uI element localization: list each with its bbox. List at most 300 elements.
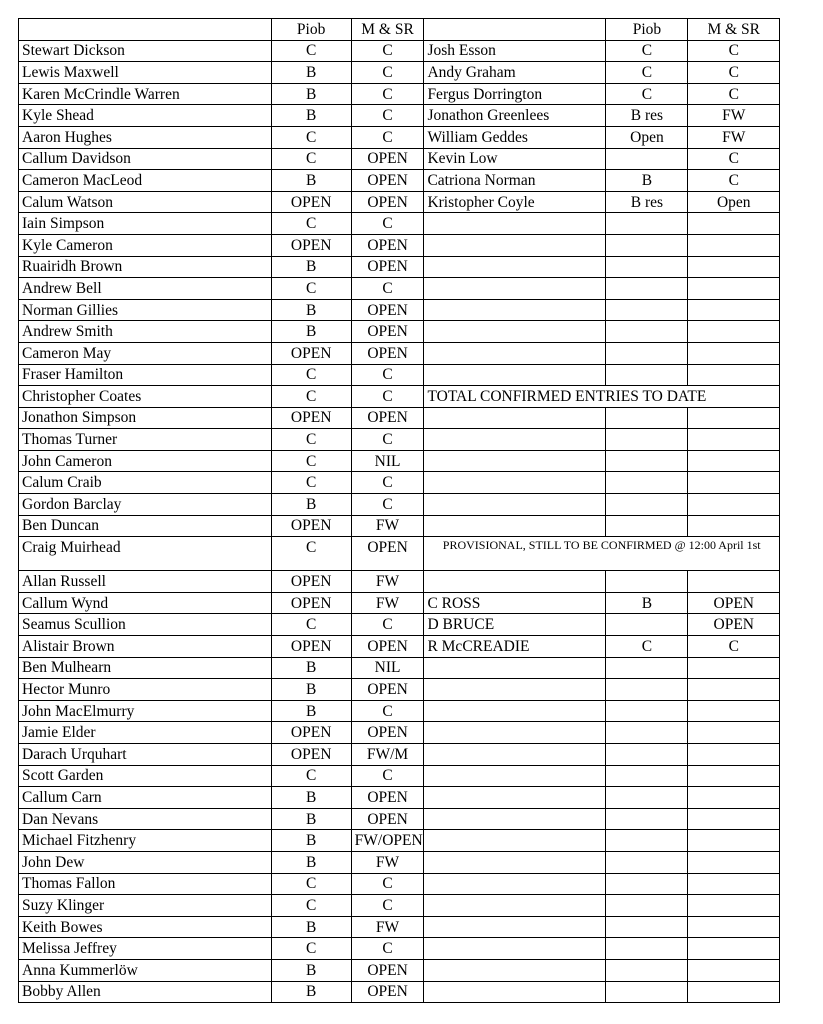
piob-grade: OPEN — [271, 722, 351, 744]
competitor-name: Thomas Fallon — [19, 873, 272, 895]
table-row — [19, 256, 780, 278]
piob-grade: OPEN — [271, 515, 351, 537]
table-row — [19, 105, 780, 127]
piob-grade: C — [271, 873, 351, 895]
msr-grade: NIL — [351, 450, 424, 472]
msr-grade: C — [351, 62, 424, 84]
provisional-piob — [606, 614, 688, 636]
msr-grade: C — [351, 938, 424, 960]
msr-grade: Open — [688, 191, 780, 213]
msr-grade: C — [351, 105, 424, 127]
competitor-name: Karen McCrindle Warren — [19, 83, 272, 105]
empty-cell — [688, 299, 780, 321]
table-row — [19, 364, 780, 386]
empty-cell — [606, 515, 688, 537]
msr-grade: C — [351, 895, 424, 917]
competitor-name: Catriona Norman — [424, 170, 606, 192]
piob-grade: B — [271, 916, 351, 938]
empty-cell — [688, 765, 780, 787]
piob-grade: OPEN — [271, 191, 351, 213]
msr-grade: OPEN — [351, 234, 424, 256]
empty-cell — [424, 278, 606, 300]
empty-cell — [424, 744, 606, 766]
msr-grade: C — [351, 40, 424, 62]
empty-cell — [688, 407, 780, 429]
msr-grade: OPEN — [351, 342, 424, 364]
piob-grade: C — [271, 429, 351, 451]
empty-cell — [688, 830, 780, 852]
table-row — [19, 407, 780, 429]
empty-cell — [606, 830, 688, 852]
competitor-name: Andrew Bell — [19, 278, 272, 300]
msr-grade: OPEN — [351, 636, 424, 658]
empty-cell — [606, 256, 688, 278]
empty-cell — [606, 808, 688, 830]
piob-grade: B — [271, 679, 351, 701]
piob-grade: B — [271, 105, 351, 127]
piob-grade: OPEN — [271, 592, 351, 614]
empty-cell — [688, 700, 780, 722]
msr-grade: OPEN — [351, 981, 424, 1003]
empty-cell — [424, 700, 606, 722]
competitor-name: Kyle Shead — [19, 105, 272, 127]
table-row — [19, 916, 780, 938]
msr-grade: FW — [351, 916, 424, 938]
table-row — [19, 213, 780, 235]
header-name-cell — [424, 19, 606, 41]
table-row — [19, 765, 780, 787]
msr-grade: C — [351, 765, 424, 787]
empty-cell — [606, 916, 688, 938]
piob-grade: C — [271, 472, 351, 494]
competitor-name: Ben Duncan — [19, 515, 272, 537]
empty-cell — [606, 851, 688, 873]
empty-cell — [688, 657, 780, 679]
competitor-name: Jamie Elder — [19, 722, 272, 744]
table-row — [19, 636, 780, 658]
piob-grade: B — [271, 494, 351, 516]
empty-cell — [424, 342, 606, 364]
msr-grade: C — [351, 126, 424, 148]
empty-cell — [688, 744, 780, 766]
msr-grade: C — [688, 62, 780, 84]
empty-cell — [688, 895, 780, 917]
piob-grade: C — [271, 213, 351, 235]
empty-cell — [606, 787, 688, 809]
competitor-name: Cameron MacLeod — [19, 170, 272, 192]
piob-grade: C — [271, 450, 351, 472]
table-row — [19, 830, 780, 852]
competitor-name: Bobby Allen — [19, 981, 272, 1003]
header-msr-cell: M & SR — [351, 19, 424, 41]
msr-grade: C — [351, 429, 424, 451]
empty-cell — [606, 450, 688, 472]
empty-cell — [688, 256, 780, 278]
msr-grade: NIL — [351, 657, 424, 679]
piob-grade: C — [271, 40, 351, 62]
empty-cell — [606, 299, 688, 321]
empty-cell — [688, 808, 780, 830]
empty-cell — [606, 657, 688, 679]
provisional-msr: OPEN — [688, 614, 780, 636]
empty-cell — [424, 679, 606, 701]
provisional-msr: OPEN — [688, 592, 780, 614]
empty-cell — [688, 429, 780, 451]
empty-cell — [606, 234, 688, 256]
empty-cell — [424, 808, 606, 830]
empty-cell — [424, 571, 606, 593]
msr-grade: OPEN — [351, 148, 424, 170]
empty-cell — [606, 981, 688, 1003]
empty-cell — [424, 938, 606, 960]
empty-cell — [424, 873, 606, 895]
competitor-name: Thomas Turner — [19, 429, 272, 451]
empty-cell — [424, 321, 606, 343]
piob-grade: OPEN — [271, 342, 351, 364]
table-row — [19, 515, 780, 537]
empty-cell — [688, 494, 780, 516]
competitor-name: Norman Gillies — [19, 299, 272, 321]
competitor-name: Andrew Smith — [19, 321, 272, 343]
empty-cell — [688, 938, 780, 960]
empty-cell — [606, 472, 688, 494]
msr-grade: C — [351, 278, 424, 300]
empty-cell — [424, 959, 606, 981]
table-row — [19, 342, 780, 364]
total-confirmed-label: TOTAL CONFIRMED ENTRIES TO DATE — [424, 386, 780, 408]
competitor-name: Allan Russell — [19, 571, 272, 593]
table-row — [19, 592, 780, 614]
msr-grade: C — [351, 472, 424, 494]
msr-grade: FW/OPEN — [351, 830, 424, 852]
piob-grade: B — [271, 321, 351, 343]
table-row — [19, 722, 780, 744]
piob-grade: C — [271, 765, 351, 787]
msr-grade: C — [351, 700, 424, 722]
empty-cell — [424, 407, 606, 429]
competitor-name: Andy Graham — [424, 62, 606, 84]
empty-cell — [606, 722, 688, 744]
empty-cell — [424, 256, 606, 278]
competitor-name: Aaron Hughes — [19, 126, 272, 148]
empty-cell — [606, 571, 688, 593]
header-piob-cell: Piob — [606, 19, 688, 41]
table-row — [19, 873, 780, 895]
table-row — [19, 83, 780, 105]
msr-grade: OPEN — [351, 170, 424, 192]
msr-grade: C — [351, 83, 424, 105]
competitor-name: Fraser Hamilton — [19, 364, 272, 386]
competitor-name: Gordon Barclay — [19, 494, 272, 516]
table-row — [19, 40, 780, 62]
competitor-name: Christopher Coates — [19, 386, 272, 408]
piob-grade: B — [271, 700, 351, 722]
table-row — [19, 429, 780, 451]
table-row — [19, 494, 780, 516]
provisional-msr: C — [688, 636, 780, 658]
empty-cell — [606, 679, 688, 701]
table-row — [19, 895, 780, 917]
empty-cell — [606, 895, 688, 917]
empty-cell — [424, 429, 606, 451]
empty-cell — [688, 321, 780, 343]
competitor-name: Kristopher Coyle — [424, 191, 606, 213]
table-row — [19, 959, 780, 981]
msr-grade: OPEN — [351, 537, 424, 571]
piob-grade: C — [271, 386, 351, 408]
competitor-name: Kevin Low — [424, 148, 606, 170]
table-row — [19, 386, 780, 408]
piob-grade: C — [271, 148, 351, 170]
competitor-name: Stewart Dickson — [19, 40, 272, 62]
empty-cell — [606, 959, 688, 981]
competitor-name: Anna Kummerlöw — [19, 959, 272, 981]
competitor-name: Lewis Maxwell — [19, 62, 272, 84]
piob-grade: B — [271, 830, 351, 852]
table-row — [19, 614, 780, 636]
empty-cell — [688, 515, 780, 537]
msr-grade: C — [351, 614, 424, 636]
msr-grade: FW — [351, 851, 424, 873]
empty-cell — [688, 851, 780, 873]
table-row — [19, 472, 780, 494]
empty-cell — [424, 765, 606, 787]
msr-grade: OPEN — [351, 256, 424, 278]
empty-cell — [424, 787, 606, 809]
piob-grade: C — [271, 614, 351, 636]
table-row — [19, 571, 780, 593]
msr-grade: FW — [351, 571, 424, 593]
header-row — [19, 19, 780, 41]
empty-cell — [424, 450, 606, 472]
empty-cell — [606, 278, 688, 300]
competitor-name: Michael Fitzhenry — [19, 830, 272, 852]
empty-cell — [424, 472, 606, 494]
piob-grade: OPEN — [271, 407, 351, 429]
msr-grade: C — [351, 494, 424, 516]
msr-grade: OPEN — [351, 722, 424, 744]
piob-grade: B — [271, 981, 351, 1003]
provisional-name: D BRUCE — [424, 614, 606, 636]
empty-cell — [606, 494, 688, 516]
table-row — [19, 537, 780, 571]
piob-grade: C — [271, 938, 351, 960]
table-row — [19, 321, 780, 343]
msr-grade: C — [351, 873, 424, 895]
piob-grade: B res — [606, 105, 688, 127]
empty-cell — [606, 429, 688, 451]
empty-cell — [688, 450, 780, 472]
competitor-name: Jonathon Greenlees — [424, 105, 606, 127]
msr-grade: FW — [351, 592, 424, 614]
empty-cell — [606, 364, 688, 386]
provisional-name: C ROSS — [424, 592, 606, 614]
empty-cell — [606, 744, 688, 766]
piob-grade — [606, 148, 688, 170]
piob-grade: Open — [606, 126, 688, 148]
competitor-name: Keith Bowes — [19, 916, 272, 938]
competitor-name: Craig Muirhead — [19, 537, 272, 571]
piob-grade: C — [271, 126, 351, 148]
provisional-name: R McCREADIE — [424, 636, 606, 658]
provisional-piob: C — [606, 636, 688, 658]
header-piob-cell: Piob — [271, 19, 351, 41]
competitor-name: Callum Carn — [19, 787, 272, 809]
competitor-name: Melissa Jeffrey — [19, 938, 272, 960]
empty-cell — [688, 364, 780, 386]
empty-cell — [606, 700, 688, 722]
msr-grade: C — [351, 386, 424, 408]
msr-grade: C — [351, 213, 424, 235]
entries-table — [18, 18, 780, 1003]
msr-grade: OPEN — [351, 299, 424, 321]
empty-cell — [606, 407, 688, 429]
table-row — [19, 744, 780, 766]
competitor-name: Kyle Cameron — [19, 234, 272, 256]
empty-cell — [424, 515, 606, 537]
piob-grade: B — [271, 256, 351, 278]
piob-grade: OPEN — [271, 744, 351, 766]
empty-cell — [688, 342, 780, 364]
empty-cell — [688, 234, 780, 256]
msr-grade: C — [688, 40, 780, 62]
piob-grade: B — [606, 170, 688, 192]
empty-cell — [424, 299, 606, 321]
piob-grade: B — [271, 83, 351, 105]
msr-grade: OPEN — [351, 321, 424, 343]
msr-grade: OPEN — [351, 959, 424, 981]
table-row — [19, 938, 780, 960]
msr-grade: OPEN — [351, 407, 424, 429]
piob-grade: OPEN — [271, 234, 351, 256]
competitor-name: Dan Nevans — [19, 808, 272, 830]
table-row — [19, 148, 780, 170]
msr-grade: FW — [688, 105, 780, 127]
header-msr-cell: M & SR — [688, 19, 780, 41]
competitor-name: Darach Urquhart — [19, 744, 272, 766]
msr-grade: FW — [351, 515, 424, 537]
table-row — [19, 851, 780, 873]
piob-grade: C — [271, 364, 351, 386]
empty-cell — [606, 765, 688, 787]
empty-cell — [688, 213, 780, 235]
piob-grade: C — [606, 40, 688, 62]
table-row — [19, 808, 780, 830]
piob-grade: B — [271, 170, 351, 192]
table-row — [19, 278, 780, 300]
table-row — [19, 299, 780, 321]
piob-grade: C — [271, 278, 351, 300]
piob-grade: OPEN — [271, 571, 351, 593]
empty-cell — [424, 494, 606, 516]
empty-cell — [424, 981, 606, 1003]
empty-cell — [424, 895, 606, 917]
competitor-name: Hector Munro — [19, 679, 272, 701]
piob-grade: B — [271, 808, 351, 830]
competitor-name: Scott Garden — [19, 765, 272, 787]
piob-grade: B — [271, 959, 351, 981]
msr-grade: OPEN — [351, 787, 424, 809]
empty-cell — [424, 213, 606, 235]
piob-grade: B res — [606, 191, 688, 213]
empty-cell — [688, 722, 780, 744]
piob-grade: C — [271, 537, 351, 571]
empty-cell — [424, 234, 606, 256]
msr-grade: C — [688, 83, 780, 105]
empty-cell — [688, 981, 780, 1003]
header-name-cell — [19, 19, 272, 41]
msr-grade: C — [351, 364, 424, 386]
empty-cell — [606, 938, 688, 960]
piob-grade: C — [606, 62, 688, 84]
table-row — [19, 450, 780, 472]
empty-cell — [424, 364, 606, 386]
msr-grade: OPEN — [351, 191, 424, 213]
competitor-name: Seamus Scullion — [19, 614, 272, 636]
table-row — [19, 679, 780, 701]
competitor-name: Fergus Dorrington — [424, 83, 606, 105]
competitor-name: Jonathon Simpson — [19, 407, 272, 429]
msr-grade: FW — [688, 126, 780, 148]
empty-cell — [424, 722, 606, 744]
piob-grade: B — [271, 851, 351, 873]
msr-grade: C — [688, 148, 780, 170]
competitor-name: Iain Simpson — [19, 213, 272, 235]
table-row — [19, 170, 780, 192]
competitor-name: Suzy Klinger — [19, 895, 272, 917]
empty-cell — [688, 959, 780, 981]
empty-cell — [424, 657, 606, 679]
competitor-name: John Dew — [19, 851, 272, 873]
piob-grade: OPEN — [271, 636, 351, 658]
table-row — [19, 700, 780, 722]
empty-cell — [688, 873, 780, 895]
table-row — [19, 981, 780, 1003]
empty-cell — [688, 787, 780, 809]
piob-grade: C — [606, 83, 688, 105]
table-row — [19, 787, 780, 809]
competitor-name: Cameron May — [19, 342, 272, 364]
competitor-name: William Geddes — [424, 126, 606, 148]
piob-grade: B — [271, 787, 351, 809]
competitor-name: Josh Esson — [424, 40, 606, 62]
piob-grade: C — [271, 895, 351, 917]
table-row — [19, 126, 780, 148]
competitor-name: Calum Watson — [19, 191, 272, 213]
empty-cell — [688, 916, 780, 938]
empty-cell — [606, 321, 688, 343]
empty-cell — [688, 472, 780, 494]
table-row — [19, 657, 780, 679]
table-row — [19, 234, 780, 256]
provisional-note: PROVISIONAL, STILL TO BE CONFIRMED @ 12:00 April 1st — [424, 537, 780, 571]
empty-cell — [424, 830, 606, 852]
msr-grade: FW/M — [351, 744, 424, 766]
table-row — [19, 62, 780, 84]
piob-grade: B — [271, 299, 351, 321]
competitor-name: John MacElmurry — [19, 700, 272, 722]
empty-cell — [606, 342, 688, 364]
empty-cell — [688, 278, 780, 300]
piob-grade: B — [271, 657, 351, 679]
competitor-name: John Cameron — [19, 450, 272, 472]
msr-grade: C — [688, 170, 780, 192]
empty-cell — [688, 571, 780, 593]
empty-cell — [424, 916, 606, 938]
competitor-name: Callum Davidson — [19, 148, 272, 170]
empty-cell — [688, 679, 780, 701]
competitor-name: Calum Craib — [19, 472, 272, 494]
